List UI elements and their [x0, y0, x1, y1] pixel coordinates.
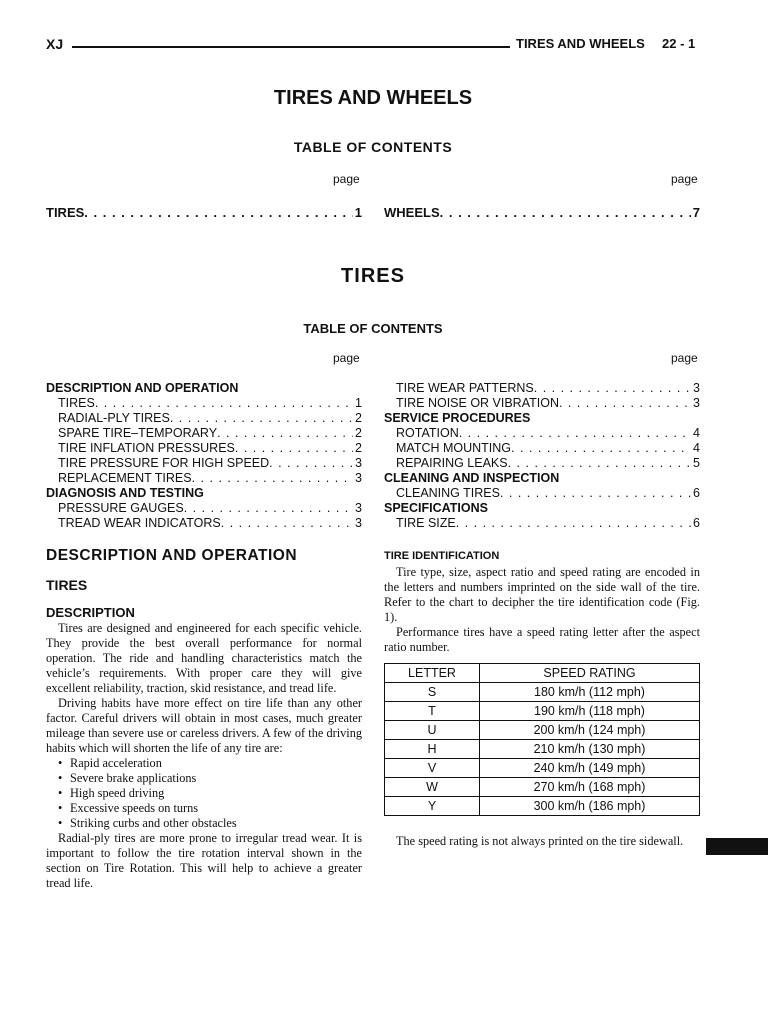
toc-entry[interactable] [46, 411, 362, 426]
leader-dots [456, 516, 691, 531]
leader-dots [440, 205, 691, 220]
toc-entry-page: 1 [354, 205, 362, 220]
toc-entry-page: 3 [355, 501, 362, 515]
toc-entry-page: 5 [693, 456, 700, 470]
toc-entry[interactable] [46, 456, 362, 471]
table-cell: 270 km/h (168 mph) [480, 778, 700, 797]
leader-dots [500, 486, 691, 501]
toc-entry-page: 3 [355, 516, 362, 530]
toc-entry-label: TIRE NOISE OR VIBRATION [396, 396, 559, 410]
toc-entry-page: 2 [355, 441, 362, 455]
toc-section-heading: SPECIFICATIONS [384, 501, 488, 515]
toc-entry[interactable] [384, 456, 700, 471]
toc-section-heading: DESCRIPTION AND OPERATION [46, 381, 239, 395]
list-item: • High speed driving [58, 786, 362, 801]
toc-entry-page: 7 [692, 205, 700, 220]
toc-title: TABLE OF CONTENTS [303, 321, 443, 336]
toc-entry[interactable] [384, 381, 700, 396]
leader-dots [508, 456, 691, 471]
column-header: SPEED RATING [480, 664, 700, 683]
column-header: LETTER [385, 664, 480, 683]
toc-entry[interactable] [46, 426, 362, 441]
page-number: 22 - 1 [662, 36, 696, 51]
header-rule [72, 46, 510, 48]
toc-entry-page: 4 [693, 441, 700, 455]
toc-entry[interactable] [46, 396, 362, 411]
toc-entry-page: 6 [693, 516, 700, 530]
toc-entry-label: TIRES [58, 396, 95, 410]
table-cell: 210 km/h (130 mph) [480, 740, 700, 759]
heading-description-and-operation: DESCRIPTION AND OPERATION [46, 547, 298, 564]
toc-entry[interactable] [384, 441, 700, 456]
leader-dots [235, 441, 353, 456]
page-column-label: page [333, 172, 360, 186]
table-cell: T [385, 702, 480, 721]
toc-entry-label: TIRE INFLATION PRESSURES [58, 441, 235, 455]
list-item: • Striking curbs and other obstacles [58, 816, 362, 831]
driving-habits-list [46, 756, 362, 831]
paragraph: Radial-ply tires are more prone to irregular tread wear. It is important to follow the tire rotation interval shown in the section on Tire Rotation. This will help to achieve a greater tread life. [46, 831, 362, 890]
leader-dots [459, 426, 691, 441]
toc-entry[interactable] [46, 501, 362, 516]
toc-entry-page: 2 [355, 426, 362, 440]
toc-section-heading: CLEANING AND INSPECTION [384, 471, 560, 485]
toc-title: TABLE OF CONTENTS [293, 139, 453, 155]
toc-entry-label: TIRE WEAR PATTERNS [396, 381, 534, 395]
table-row [385, 797, 700, 816]
toc-entry-label: PRESSURE GAUGES [58, 501, 184, 515]
leader-dots [170, 411, 353, 426]
table-cell: 200 km/h (124 mph) [480, 721, 700, 740]
toc-column-left [46, 381, 362, 531]
toc-entry-page: 3 [693, 381, 700, 395]
list-item: • Rapid acceleration [58, 756, 362, 771]
toc-entry[interactable] [46, 441, 362, 456]
toc-entry-page: 3 [693, 396, 700, 410]
table-row [385, 702, 700, 721]
list-item: • Excessive speeds on turns [58, 801, 362, 816]
toc-entry-label: REPLACEMENT TIRES [58, 471, 192, 485]
leader-dots [269, 456, 353, 471]
table-header-row [385, 664, 700, 683]
page-column-label: page [671, 172, 698, 186]
leader-dots [217, 426, 353, 441]
toc-entry-label: REPAIRING LEAKS [396, 456, 508, 470]
toc-section-heading: SERVICE PROCEDURES [384, 411, 531, 425]
toc-entry[interactable] [384, 396, 700, 411]
running-header-title: TIRES AND WHEELS [516, 36, 645, 51]
leader-dots [184, 501, 353, 516]
leader-dots [511, 441, 691, 456]
leader-dots [534, 381, 691, 396]
left-body-column [46, 547, 362, 891]
heading-tire-identification: TIRE IDENTIFICATION [384, 550, 500, 562]
table-row [385, 759, 700, 778]
toc-entry[interactable] [384, 426, 700, 441]
running-header-left: XJ [46, 36, 64, 52]
table-row [385, 683, 700, 702]
paragraph: Tire type, size, aspect ratio and speed rating are encoded in the letters and numbers imprinted on the side wall of the tire. Refer to the chart to decipher the tire identification code (Fig. 1). [384, 565, 700, 624]
leader-dots [221, 516, 353, 531]
toc-entry-label: SPARE TIRE–TEMPORARY [58, 426, 218, 440]
toc-entry[interactable] [46, 471, 362, 486]
speed-rating-table [384, 663, 700, 816]
heading-tires: TIRES [46, 577, 88, 593]
table-cell: 180 km/h (112 mph) [480, 683, 700, 702]
section-tab-marker [706, 838, 768, 855]
toc-entry[interactable] [384, 516, 700, 531]
table-row [385, 721, 700, 740]
toc-column-right [384, 381, 700, 531]
toc-entry-page: 3 [355, 471, 362, 485]
table-cell: V [385, 759, 480, 778]
paragraph: Driving habits have more effect on tire life than any other factor. Careful drivers will obtain in most cases, much greater mileage than severe use or careless drivers. A few of the driving habits which will shorten the life of any tire are: [46, 696, 362, 755]
table-cell: 240 km/h (149 mph) [480, 759, 700, 778]
table-cell: 300 km/h (186 mph) [480, 797, 700, 816]
table-cell: W [385, 778, 480, 797]
table-row [385, 740, 700, 759]
toc-entry-label: TIRE PRESSURE FOR HIGH SPEED [58, 456, 270, 470]
toc-entry-tires[interactable] [46, 205, 362, 220]
leader-dots [192, 471, 353, 486]
toc-entry-page: 4 [693, 426, 700, 440]
table-cell: U [385, 721, 480, 740]
list-item: • Severe brake applications [58, 771, 362, 786]
table-cell: 190 km/h (118 mph) [480, 702, 700, 721]
toc-entry[interactable] [384, 486, 700, 501]
toc-entry-label: TIRES [46, 205, 85, 220]
toc-entry-label: TREAD WEAR INDICATORS [58, 516, 221, 530]
table-cell: Y [385, 797, 480, 816]
leader-dots [84, 205, 352, 220]
paragraph: Performance tires have a speed rating letter after the aspect ratio number. [384, 625, 700, 654]
toc-section-heading: DIAGNOSIS AND TESTING [46, 486, 204, 500]
table-cell: S [385, 683, 480, 702]
leader-dots [559, 396, 691, 411]
toc-entry-page: 6 [693, 486, 700, 500]
heading-description: DESCRIPTION [46, 605, 135, 620]
paragraph: Tires are designed and engineered for each specific vehicle. They provide the best overall performance for normal operation. The ride and handling characteristics match the vehicle’s requirements. With proper care they will give excellent reliability, traction, skid resistance, and tread life. [46, 621, 362, 695]
toc-entry-label: TIRE SIZE [396, 516, 456, 530]
right-body-column [384, 549, 700, 849]
toc-entry[interactable] [46, 516, 362, 531]
toc-entry-page: 1 [355, 396, 362, 410]
toc-entry-label: CLEANING TIRES [396, 486, 500, 500]
section-title: TIRES [341, 265, 405, 287]
toc-entry-page: 3 [355, 456, 362, 470]
toc-entry-wheels[interactable] [384, 205, 700, 220]
toc-entry-page: 2 [355, 411, 362, 425]
table-row [385, 778, 700, 797]
toc-entry-label: WHEELS [384, 205, 440, 220]
main-title: TIRES AND WHEELS [273, 87, 473, 109]
toc-entry-label: RADIAL-PLY TIRES [58, 411, 170, 425]
paragraph: The speed rating is not always printed on the tire sidewall. [396, 834, 684, 848]
toc-entry-label: ROTATION [396, 426, 459, 440]
page-column-label: page [671, 351, 698, 365]
table-cell: H [385, 740, 480, 759]
toc-entry-label: MATCH MOUNTING [396, 441, 512, 455]
page-column-label: page [333, 351, 360, 365]
leader-dots [95, 396, 353, 411]
